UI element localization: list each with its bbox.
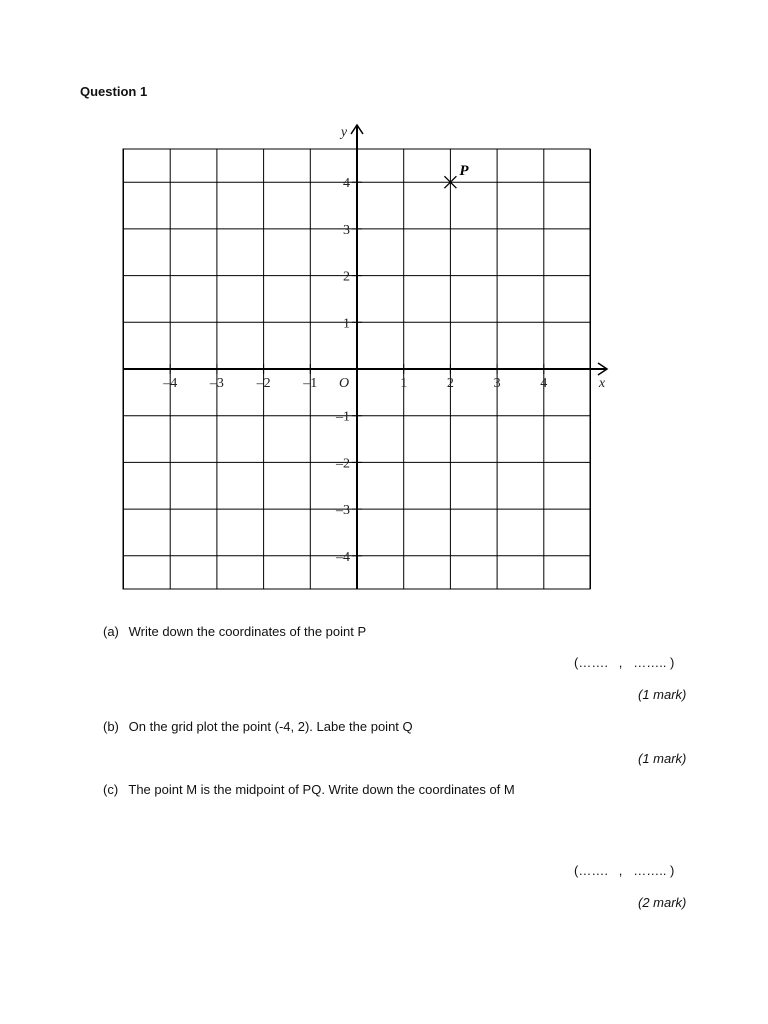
answer-a-blank[interactable]: (……. , …….. ) [574, 655, 675, 670]
x-axis-label: x [598, 376, 606, 391]
x-tick-label: 4 [540, 376, 548, 391]
part-c-label: (c) [103, 782, 119, 797]
answer-c-blank[interactable]: (……. , …….. ) [574, 863, 675, 878]
part-c [103, 782, 515, 797]
point-p-label: P [459, 163, 469, 180]
y-axis-label: y [340, 125, 348, 140]
x-tick-label: –3 [209, 376, 224, 391]
x-tick-label: –2 [256, 376, 271, 391]
y-tick-label: 4 [343, 176, 350, 192]
x-tick-label: 2 [446, 376, 454, 391]
y-tick-label: 3 [343, 222, 350, 238]
part-b-text: On the grid plot the point (-4, 2). Labe the point Q [128, 719, 413, 734]
mark-c: (2 mark) [638, 895, 687, 910]
part-c-text: The point M is the midpoint of PQ. Write down the coordinates of M [128, 782, 515, 797]
y-tick-label: –3 [336, 503, 350, 519]
tick-labels [162, 125, 606, 565]
point-group [444, 163, 469, 188]
y-tick-label: 1 [343, 316, 350, 332]
x-tick-label: –1 [303, 376, 318, 391]
part-b [103, 719, 413, 734]
question-title: Question 1 [80, 84, 148, 99]
x-tick-label: –4 [163, 376, 178, 391]
axes [123, 125, 607, 589]
origin-label: O [338, 376, 350, 391]
x-tick-label: 1 [400, 376, 408, 391]
y-tick-label: –4 [336, 549, 350, 565]
mark-b: (1 mark) [638, 751, 687, 766]
part-a-text: Write down the coordinates of the point P [128, 624, 367, 639]
y-tick-label: –1 [336, 409, 350, 425]
part-a-label: (a) [103, 624, 119, 639]
y-tick-label: 2 [343, 269, 350, 285]
y-tick-label: –2 [336, 456, 350, 472]
part-a [103, 624, 366, 639]
x-tick-label: 3 [493, 376, 501, 391]
mark-a: (1 mark) [638, 687, 687, 702]
part-b-label: (b) [103, 719, 119, 734]
